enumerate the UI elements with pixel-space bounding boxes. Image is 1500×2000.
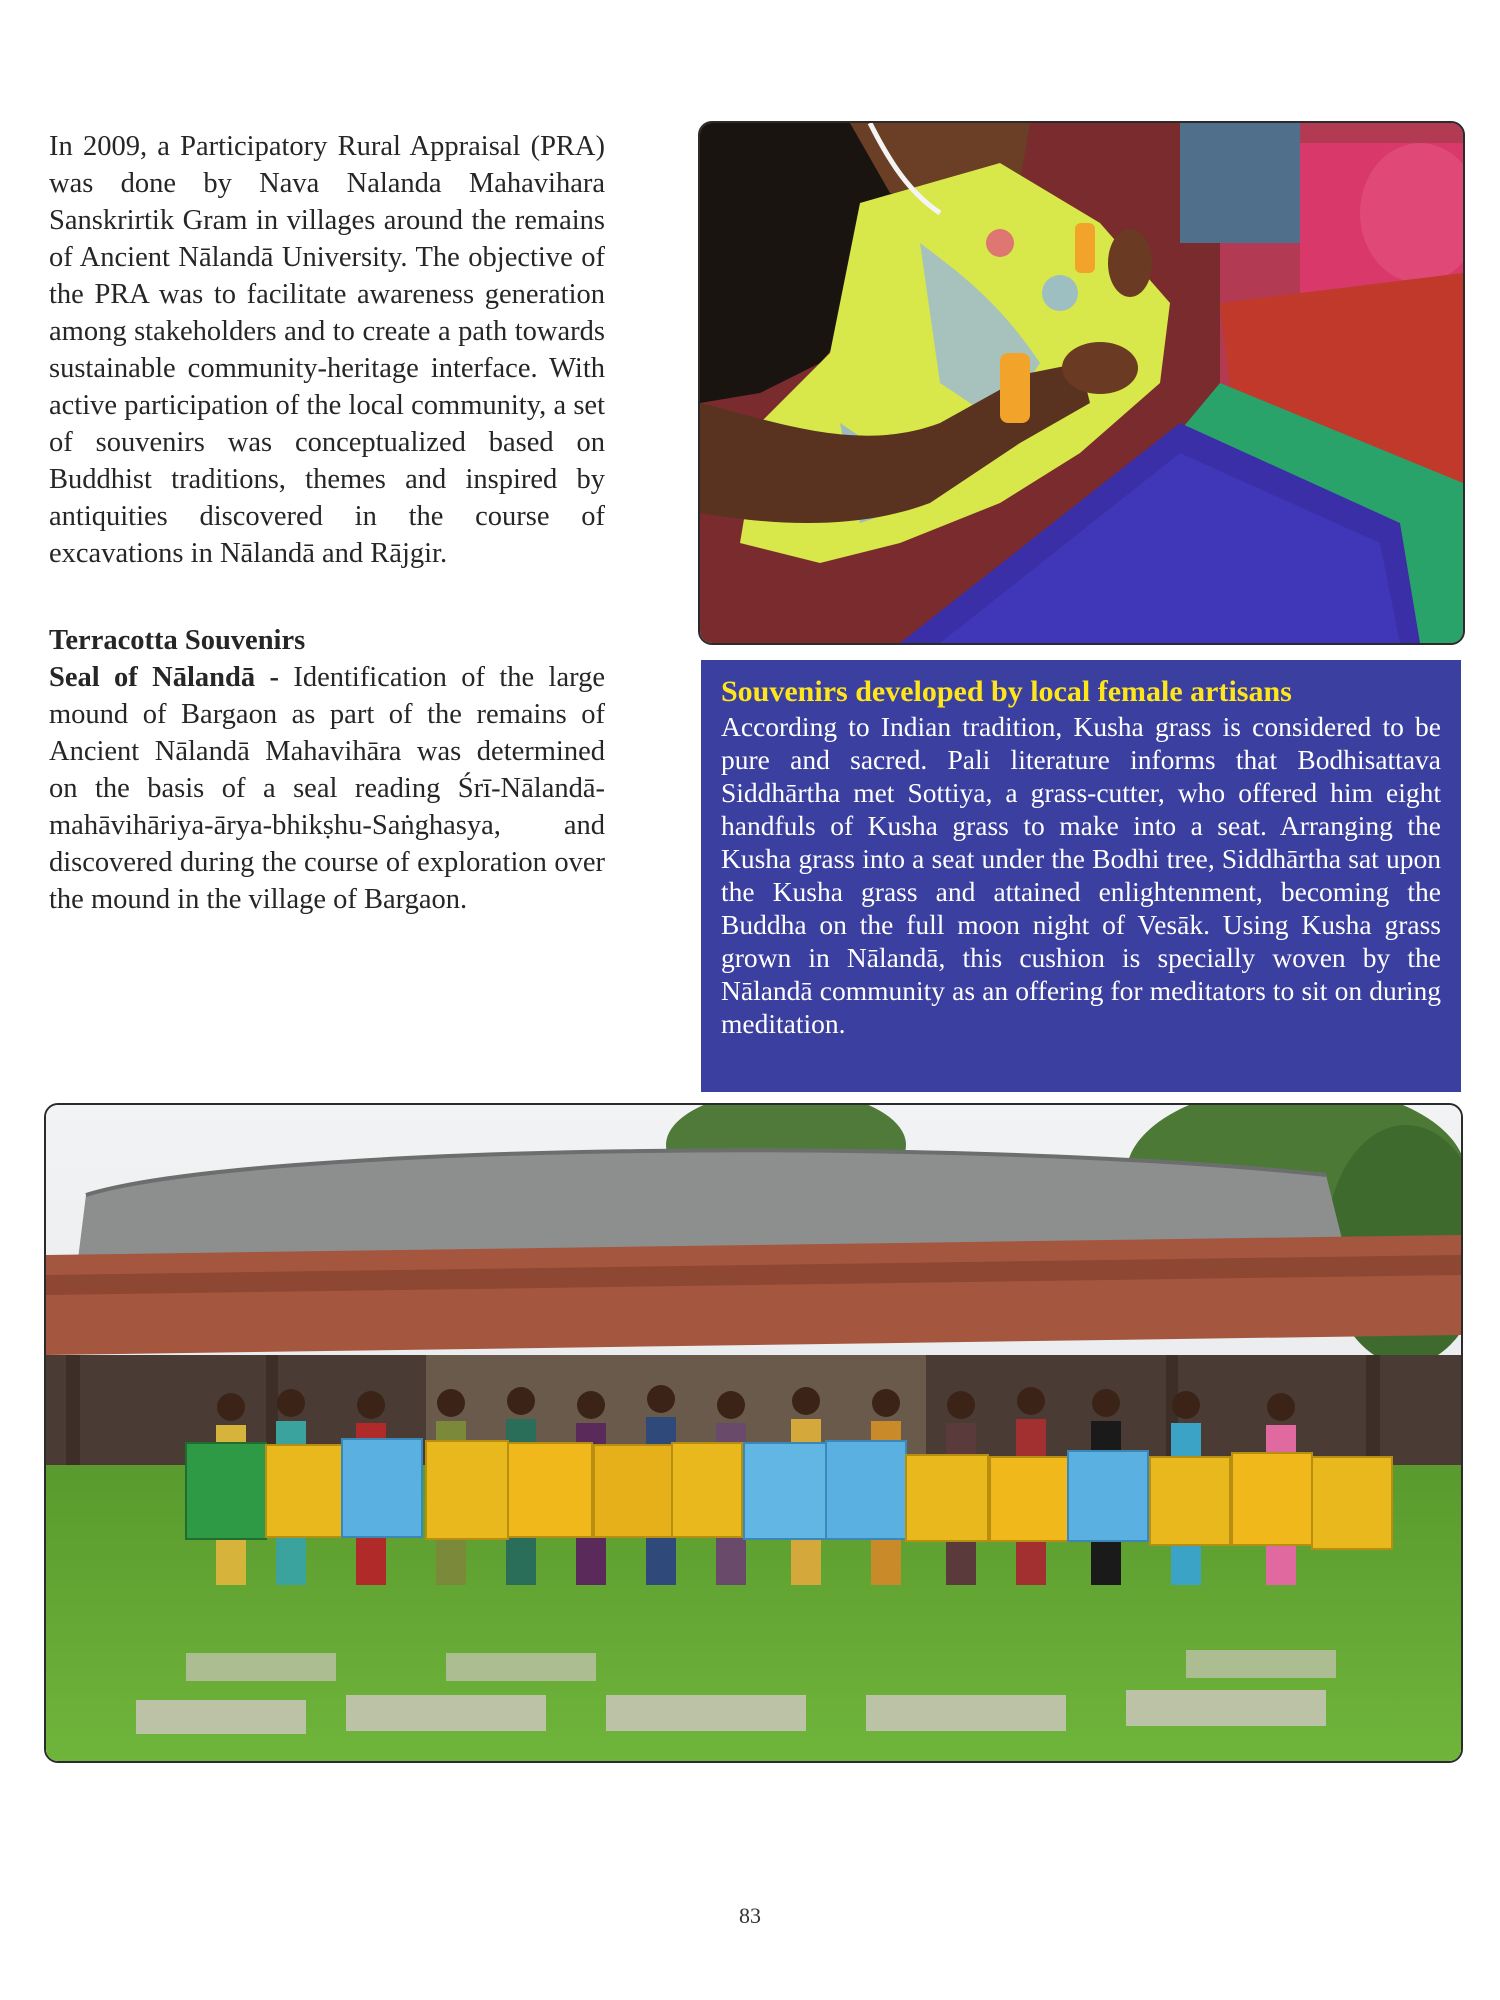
souvenirs-sidebar — [701, 660, 1461, 1092]
seal-text: Identification of the large mound of Bargaon as part of the remains of Ancient Nālandā Mahavihāra was determined on the basis of a seal reading Śrī-Nālandā-mahāvihāriya-ārya-bhikṣhu-Saṅghasya, and discovered during the course of exploration over the mound in the village of Bargaon. — [49, 662, 605, 915]
artisan-stitching-photo — [698, 121, 1465, 645]
artisans-group-photo — [44, 1103, 1463, 1763]
seal-paragraph — [49, 659, 605, 918]
sidebar-body: According to Indian tradition, Kusha grass is considered to be pure and sacred. Pali literature informs that Bodhisattava Siddhārtha met Sottiya, a grass-cutter, who offered him eight handfuls of Kusha grass to make into a seat. Arranging the Kusha grass into a seat under the Bodhi tree, Siddhārtha sat upon the Kusha grass and attained enlightenment, becoming the Buddha on the full moon night of Vesāk. Using Kusha grass grown in Nālandā, this cushion is specially woven by the Nālandā community as an offering for meditators to sit on during meditation. — [721, 711, 1441, 1039]
artisan-stitching-illustration — [700, 123, 1463, 643]
sidebar-title: Souvenirs developed by local female artisans — [721, 675, 1292, 708]
intro-paragraph: In 2009, a Participatory Rural Appraisal (PRA) was done by Nava Nalanda Mahavihara Sanskrirtik Gram in villages around the remains of Ancient Nālandā University. The objective of the PRA was to facilitate awareness generation among stakeholders and to create a path towards sustainable community-heritage interface. With active participation of the local community, a set of souvenirs was conceptualized based on Buddhist traditions, themes and inspired by antiquities discovered in the course of excavations in Nālandā and Rājgir. — [49, 131, 605, 569]
page-number: 83 — [739, 1903, 761, 1928]
artisans-group-illustration — [46, 1105, 1461, 1761]
seal-title: Seal of Nālandā - — [49, 662, 279, 693]
left-column — [49, 128, 605, 918]
terracotta-heading: Terracotta Souvenirs — [49, 625, 306, 656]
